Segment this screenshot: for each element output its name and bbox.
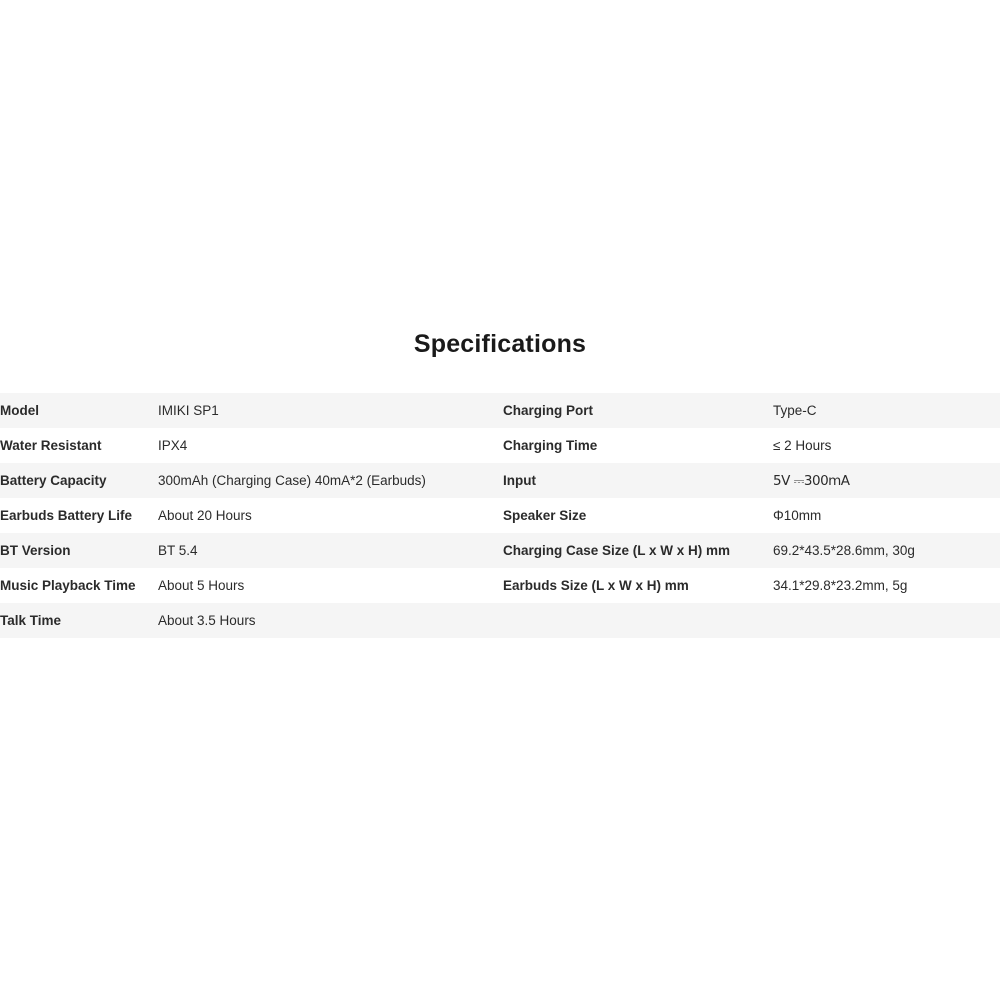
spec-value-cell xyxy=(773,603,1000,638)
spec-value-cell xyxy=(773,393,1000,428)
table-row xyxy=(0,603,1000,638)
specifications-block xyxy=(0,330,1000,638)
table-row xyxy=(0,428,1000,463)
table-row xyxy=(0,568,1000,603)
spec-value-text: About 3.5 Hours xyxy=(158,613,256,628)
table-row xyxy=(0,393,1000,428)
spec-value-text: Φ10mm xyxy=(773,508,822,523)
spec-label-cell xyxy=(0,603,158,638)
spec-value-cell xyxy=(158,428,503,463)
table-row xyxy=(0,463,1000,498)
spec-label-cell xyxy=(0,428,158,463)
spec-label-text: BT Version xyxy=(0,543,71,558)
spec-label-text: Charging Port xyxy=(503,403,593,418)
spec-label-text: Earbuds Battery Life xyxy=(0,508,133,523)
spec-label-text: Input xyxy=(503,473,536,488)
page-title: Specifications xyxy=(413,330,587,358)
spec-label-cell xyxy=(0,393,158,428)
spec-label-cell xyxy=(503,428,773,463)
spec-value-cell xyxy=(773,463,1000,498)
spec-label-cell xyxy=(0,568,158,603)
spec-label-cell xyxy=(503,393,773,428)
spec-value-text: Type-C xyxy=(773,403,817,418)
spec-label-text: Model xyxy=(0,403,39,418)
spec-value-cell xyxy=(773,533,1000,568)
spec-value-text: 300mAh (Charging Case) 40mA*2 (Earbuds) xyxy=(158,473,426,488)
spec-value-cell xyxy=(773,568,1000,603)
spec-value-cell xyxy=(158,568,503,603)
spec-label-text: Earbuds Size (L x W x H) mm xyxy=(503,578,689,593)
spec-label-cell xyxy=(503,533,773,568)
spec-value-cell xyxy=(158,533,503,568)
spec-value-text: 5V ⎓300mA xyxy=(773,472,850,489)
spec-value-cell xyxy=(158,498,503,533)
spec-label-cell xyxy=(0,498,158,533)
spec-value-cell xyxy=(773,428,1000,463)
spec-value-text: 69.2*43.5*28.6mm, 30g xyxy=(773,543,915,558)
specifications-table xyxy=(0,393,1000,638)
spec-value-text: IPX4 xyxy=(158,438,188,453)
spec-label-text: Charging Case Size (L x W x H) mm xyxy=(503,543,731,558)
spec-value-text: About 20 Hours xyxy=(158,508,252,523)
spec-value-text: IMIKI SP1 xyxy=(158,403,219,418)
spec-value-cell xyxy=(773,498,1000,533)
spec-label-cell xyxy=(0,463,158,498)
spec-value-cell xyxy=(158,603,503,638)
spec-label-cell xyxy=(503,498,773,533)
spec-label-text: Music Playback Time xyxy=(0,578,136,593)
spec-label-cell xyxy=(503,463,773,498)
spec-label-cell xyxy=(503,568,773,603)
spec-value-cell xyxy=(158,463,503,498)
spec-label-text: Battery Capacity xyxy=(0,473,107,488)
spec-value-text: About 5 Hours xyxy=(158,578,245,593)
spec-value-text: 34.1*29.8*23.2mm, 5g xyxy=(773,578,908,593)
spec-label-cell xyxy=(503,603,773,638)
spec-value-cell xyxy=(158,393,503,428)
spec-label-text: Charging Time xyxy=(503,438,598,453)
spec-value-text: ≤ 2 Hours xyxy=(773,438,832,453)
spec-label-text: Talk Time xyxy=(0,613,62,628)
spec-label-cell xyxy=(0,533,158,568)
spec-value-text: BT 5.4 xyxy=(158,543,198,558)
spec-label-text: Speaker Size xyxy=(503,508,587,523)
spec-label-text: Water Resistant xyxy=(0,438,102,453)
table-row xyxy=(0,498,1000,533)
specifications-table-body xyxy=(0,393,1000,638)
table-row xyxy=(0,533,1000,568)
